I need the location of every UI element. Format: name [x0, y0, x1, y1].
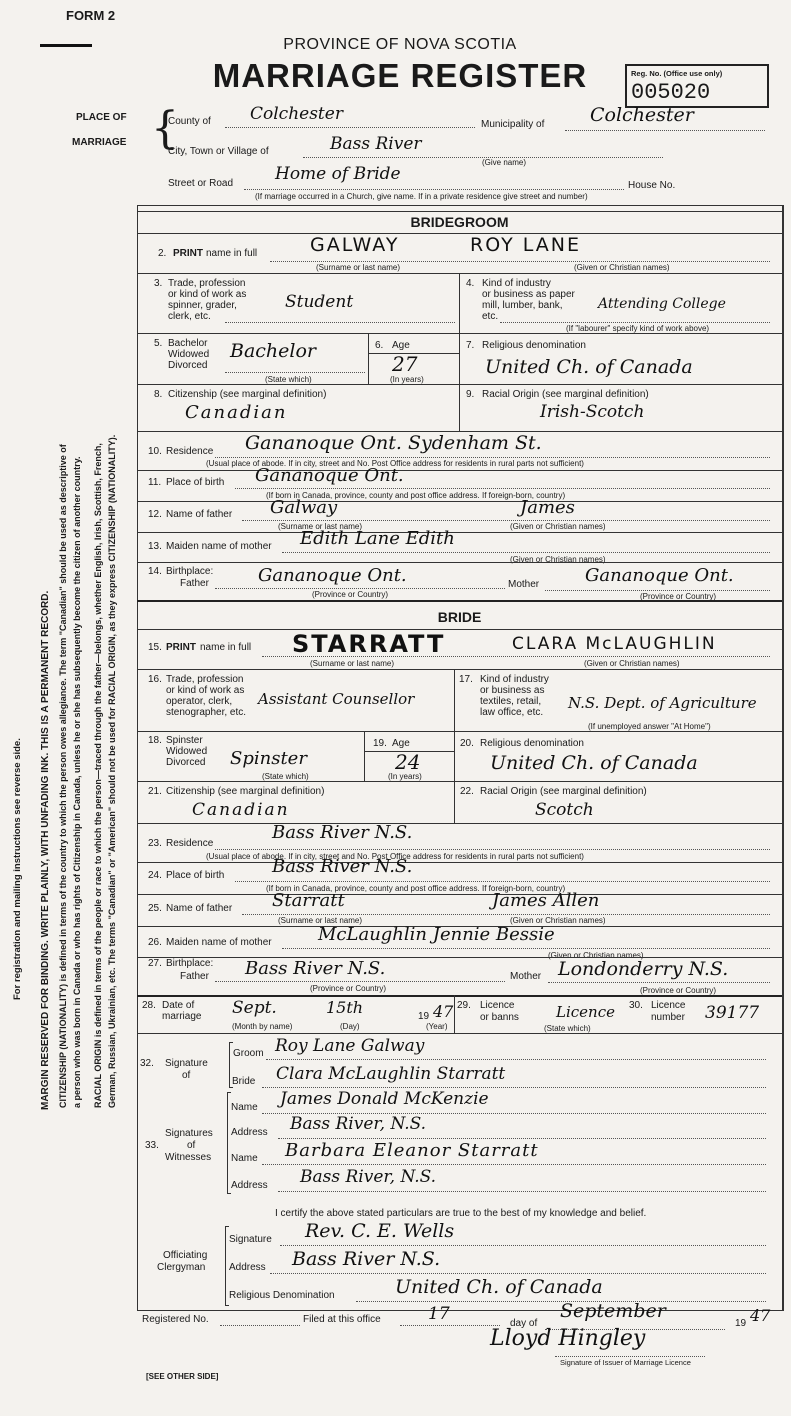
field-2-label: name in full	[206, 248, 258, 259]
line	[235, 488, 770, 489]
field-2-num: 2.	[158, 248, 167, 259]
field-33-label-3: Witnesses	[165, 1152, 212, 1163]
place-brace: {	[151, 103, 179, 154]
bridegroom-heading: BRIDEGROOM	[410, 214, 509, 230]
line	[270, 261, 770, 262]
issuer-signature: Lloyd Hingley	[490, 1326, 646, 1351]
margin-binding-note: MARGIN RESERVED FOR BINDING. WRITE PLAINLY, WITH UNFADING INK. THIS IS A PERMANENT RECORD.	[40, 590, 51, 1110]
field-23-num: 23.	[148, 838, 162, 849]
licence-number: 39177	[705, 1003, 760, 1023]
sub-given-bride: (Given or Christian names)	[584, 659, 680, 668]
field-4-label-2: or business as paper	[482, 289, 575, 300]
line	[278, 1191, 766, 1192]
margin-instructions: For registration and mailing instructions see reverse side.	[12, 738, 23, 1000]
bride-age: 24	[395, 750, 421, 774]
field-10-num: 10.	[148, 446, 162, 457]
margin-racial-def-1: RACIAL ORIGIN is defined in terms of the people or race to which the person—traced through the father—belongs, whether English, Irish, Scottish, French,	[93, 443, 103, 1108]
sub-year: (Year)	[426, 1022, 448, 1031]
field-21-label: Citizenship (see marginal definition)	[166, 786, 325, 797]
field-14-note2: (Province or Country)	[640, 592, 717, 601]
rule	[137, 669, 782, 670]
field-19-num: 19.	[373, 738, 387, 749]
margin-racial-def-2: German, Russian, Ukrainian, etc. The terms "Canadian" or "American" should not be used for RACIAL ORIGIN, as they express CITIZENSHIP (NATIONALITY).	[107, 434, 117, 1108]
marriage-month: Sept.	[232, 998, 277, 1018]
field-19-label: Age	[392, 738, 410, 749]
field-12-label: Name of father	[166, 509, 233, 520]
line	[225, 372, 365, 373]
field-16-label-3: operator, clerk,	[166, 696, 233, 707]
field-21-num: 21.	[148, 786, 162, 797]
bride-father-surname: Starratt	[272, 890, 345, 911]
see-other-side: [SEE OTHER SIDE]	[146, 1372, 219, 1381]
clergy-religion: United Ch. of Canada	[395, 1276, 603, 1298]
filed-day: 17	[428, 1304, 450, 1324]
field-27-label-1: Birthplace:	[166, 958, 214, 969]
field-14-label-1: Birthplace:	[166, 566, 214, 577]
line	[215, 457, 770, 458]
field-17-label-3: textiles, retail,	[480, 696, 542, 707]
line	[262, 1164, 766, 1165]
field-28-label-2: marriage	[162, 1011, 202, 1022]
field-13-num: 13.	[148, 541, 162, 552]
sub-surname-bride: (Surname or last name)	[310, 659, 395, 668]
county-value: Colchester	[250, 104, 343, 124]
bride-given: CLARA McLAUGHLIN	[512, 634, 717, 654]
line	[242, 520, 770, 521]
line	[278, 1138, 766, 1139]
city-value: Bass River	[330, 134, 422, 154]
bride-father-birthplace: Bass River N.S.	[245, 958, 386, 979]
bride-sig-label: Bride	[232, 1076, 256, 1087]
line	[215, 849, 770, 850]
rule	[137, 629, 782, 630]
line	[215, 981, 505, 982]
groom-father-surname: Galway	[270, 497, 338, 518]
field-25-label: Name of father	[166, 903, 233, 914]
field-15-label: name in full	[200, 642, 252, 653]
witness-2-name: Barbara Eleanor Starratt	[285, 1140, 539, 1161]
field-25-num: 25.	[148, 903, 162, 914]
marriage-year: 47	[433, 1002, 454, 1021]
field-16-num: 16.	[148, 674, 162, 685]
field-8-num: 8.	[154, 389, 163, 400]
groom-residence: Gananoque Ont. Sydenham St.	[245, 432, 542, 454]
field-6-num: 6.	[375, 340, 384, 351]
field-15-label-bold: PRINT	[166, 642, 196, 653]
clergy-label-2: Clergyman	[157, 1262, 206, 1273]
line	[548, 982, 770, 983]
line	[545, 590, 770, 591]
field-17-label-1: Kind of industry	[480, 674, 549, 685]
field-24-note: (If born in Canada, province, county and post office address. If foreign-born, country)	[266, 884, 566, 893]
groom-religion: United Ch. of Canada	[485, 356, 693, 378]
field-5-num: 5.	[154, 338, 163, 349]
sub-day: (Day)	[340, 1022, 360, 1031]
reg-no-label: Reg. No. (Office use only)	[631, 69, 723, 78]
groom-mother-maiden: Edith Lane Edith	[300, 528, 455, 549]
marriage-year-prefix: 19	[418, 1011, 430, 1022]
field-9-num: 9.	[466, 389, 475, 400]
place-label-1: PLACE OF	[76, 112, 127, 123]
field-3-label-2: or kind of work as	[168, 289, 247, 300]
rule	[137, 532, 782, 533]
field-5-note: (State which)	[265, 375, 312, 384]
reg-no-value: 005020	[631, 80, 711, 105]
field-33-label-2: of	[187, 1140, 196, 1151]
field-18-note: (State which)	[262, 772, 309, 781]
marriage-day: 15th	[326, 998, 364, 1017]
rule	[137, 501, 782, 502]
groom-signature: Roy Lane Galway	[275, 1036, 425, 1056]
field-24-num: 24.	[148, 870, 162, 881]
w2-address-label: Address	[231, 1180, 268, 1191]
groom-occupation: Student	[285, 292, 354, 312]
field-16-label-2: or kind of work as	[166, 685, 245, 696]
field-20-num: 20.	[460, 738, 474, 749]
margin-citizenship-def-2: a person who was born in Canada or who has rights of Citizenship in Canada, unless he or she has subsequently become the citizen of another country.	[72, 456, 82, 1108]
col-divider	[368, 333, 369, 384]
field-28-num: 28.	[142, 1000, 156, 1011]
rule	[137, 1033, 782, 1034]
municipality-line	[565, 130, 765, 131]
groom-mother-birthplace: Gananoque Ont.	[585, 565, 734, 586]
field-25-sub1: (Surname or last name)	[278, 916, 363, 925]
groom-racial-origin: Irish-Scotch	[540, 402, 645, 422]
bride-signature: Clara McLaughlin Starratt	[276, 1064, 506, 1084]
field-3-label-1: Trade, profession	[168, 278, 246, 289]
field-12-sub2: (Given or Christian names)	[510, 522, 606, 531]
field-18-num: 18.	[148, 735, 162, 746]
witness-2-address: Bass River, N.S.	[300, 1167, 437, 1187]
bride-surname: STARRATT	[292, 630, 446, 658]
groom-citizenship: Canadian	[185, 402, 288, 423]
groom-industry: Attending College	[598, 296, 726, 312]
field-4-note: (If "labourer" specify kind of work above)	[566, 324, 710, 333]
clergy-label-1: Officiating	[163, 1250, 208, 1261]
field-24-label: Place of birth	[166, 870, 225, 881]
bride-heading: BRIDE	[437, 609, 482, 625]
line	[266, 1059, 766, 1060]
field-17-label-2: or business as	[480, 685, 545, 696]
rule-top	[137, 211, 782, 212]
bride-religion: United Ch. of Canada	[490, 752, 698, 774]
field-14-mother-label: Mother	[508, 579, 540, 590]
col-divider	[454, 669, 455, 731]
street-value: Home of Bride	[275, 164, 401, 184]
street-line	[244, 189, 624, 190]
give-name-note: (Give name)	[482, 158, 527, 167]
bride-mother-birthplace: Londonderry N.S.	[558, 958, 729, 980]
field-8-label: Citizenship (see marginal definition)	[168, 389, 327, 400]
clergy-religion-label: Religious Denomination	[229, 1290, 335, 1301]
field-14-label-2: Father	[180, 578, 209, 589]
field-22-label: Racial Origin (see marginal definition)	[480, 786, 647, 797]
field-28-label-1: Date of	[162, 1000, 195, 1011]
field-4-label-4: etc.	[482, 311, 499, 322]
field-18-label-3: Divorced	[166, 757, 206, 768]
groom-sig-label: Groom	[233, 1048, 264, 1059]
line	[262, 1087, 766, 1088]
field-23-note: (Usual place of abode. If in city, street and No. Post Office address for residents in rural parts not sufficient)	[206, 852, 584, 861]
form-number: FORM 2	[66, 8, 116, 23]
field-7-num: 7.	[466, 340, 475, 351]
clergy-sig-label: Signature	[229, 1234, 272, 1245]
issuer-label: Signature of Issuer of Marriage Licence	[560, 1358, 691, 1367]
field-14-num: 14.	[148, 566, 162, 577]
rule	[137, 233, 782, 234]
rule	[137, 823, 782, 824]
field-20-label: Religious denomination	[480, 738, 584, 749]
municipality-label: Municipality of	[481, 119, 545, 130]
page-title: MARRIAGE REGISTER	[212, 57, 588, 94]
field-16-label-1: Trade, profession	[166, 674, 244, 685]
filed-year-prefix: 19	[735, 1318, 747, 1329]
field-17-label-4: law office, etc.	[480, 707, 544, 718]
filed-month: September	[560, 1300, 666, 1322]
field-10-label: Residence	[166, 446, 214, 457]
field-30-label-1: Licence	[651, 1000, 686, 1011]
line	[225, 322, 455, 323]
groom-birthplace: Gananoque Ont.	[255, 465, 404, 486]
field-23-label: Residence	[166, 838, 214, 849]
line	[242, 914, 770, 915]
field-30-label-2: number	[651, 1012, 685, 1023]
sub-given: (Given or Christian names)	[574, 263, 670, 272]
field-11-label: Place of birth	[166, 477, 225, 488]
clergy-address: Bass River N.S.	[292, 1248, 441, 1270]
bride-birthplace: Bass River N.S.	[272, 856, 413, 877]
field-3-num: 3.	[154, 278, 163, 289]
field-2-label-bold: PRINT	[173, 248, 203, 259]
rule	[137, 781, 782, 782]
field-12-num: 12.	[148, 509, 162, 520]
field-6-label: Age	[392, 340, 410, 351]
reg-no-box	[625, 64, 769, 108]
filed-year: 47	[750, 1306, 771, 1325]
field-27-num: 27.	[148, 958, 162, 969]
line	[220, 1325, 300, 1326]
groom-surname: GALWAY	[310, 234, 400, 256]
sub-surname: (Surname or last name)	[316, 263, 401, 272]
col-divider	[459, 384, 460, 431]
field-26-label: Maiden name of mother	[166, 937, 272, 948]
county-line	[225, 127, 475, 128]
field-6-note: (In years)	[390, 375, 424, 384]
rule	[137, 995, 782, 997]
line	[400, 1325, 500, 1326]
col-divider	[364, 731, 365, 781]
field-10-note: (Usual place of abode. If in city, street and No. Post Office address for residents in rural parts not sufficient)	[206, 459, 584, 468]
w2-name-label: Name	[231, 1153, 258, 1164]
field-33-num: 33.	[145, 1140, 159, 1151]
field-19-note: (In years)	[388, 772, 422, 781]
field-27-note1: (Province or Country)	[310, 984, 387, 993]
rule	[137, 731, 782, 732]
field-18-label-2: Widowed	[166, 746, 208, 757]
col-divider	[454, 781, 455, 823]
field-25-sub2: (Given or Christian names)	[510, 916, 606, 925]
bride-father-given: James Allen	[492, 890, 600, 911]
field-32-label-1: Signature	[165, 1058, 208, 1069]
field-29-num: 29.	[457, 1000, 471, 1011]
field-27-mother-label: Mother	[510, 971, 542, 982]
field-5-label-3: Divorced	[168, 360, 208, 371]
field-4-label-3: mill, lumber, bank,	[482, 300, 563, 311]
municipality-value: Colchester	[590, 104, 694, 126]
street-label: Street or Road	[168, 178, 234, 189]
rule	[137, 862, 782, 863]
city-label: City, Town or Village of	[168, 146, 269, 157]
field-9-label: Racial Origin (see marginal definition)	[482, 389, 649, 400]
field-13-label: Maiden name of mother	[166, 541, 272, 552]
field-18-label-1: Spinster	[166, 735, 203, 746]
field-22-num: 22.	[460, 786, 474, 797]
place-label-2: MARRIAGE	[72, 137, 127, 148]
field-33-label-1: Signatures	[165, 1128, 213, 1139]
field-14-note1: (Province or Country)	[312, 590, 389, 599]
house-label: House No.	[628, 180, 676, 191]
bride-industry: N.S. Dept. of Agriculture	[568, 694, 757, 712]
licence-or-banns: Licence	[556, 1003, 615, 1021]
sub-month: (Month by name)	[232, 1022, 293, 1031]
groom-father-given: James	[520, 497, 575, 518]
line	[270, 1273, 766, 1274]
line	[500, 322, 770, 323]
col-divider	[459, 273, 460, 333]
field-3-label-3: spinner, grader,	[168, 300, 237, 311]
province-heading: PROVINCE OF NOVA SCOTIA	[283, 36, 517, 53]
field-5-label-2: Widowed	[168, 349, 210, 360]
certify-text: I certify the above stated particulars are true to the best of my knowledge and belief.	[275, 1208, 647, 1219]
margin-citizenship-def-1: CITIZENSHIP (NATIONALITY) is defined in terms of the country to which the person owes allegiance. The term "Canadian" should be used as descriptive of	[58, 444, 68, 1108]
field-11-note: (If born in Canada, province, county and post office address. If foreign-born, country)	[266, 491, 566, 500]
place-note: (If marriage occurred in a Church, give name. If in a private residence give street and number)	[255, 192, 588, 201]
line	[280, 1245, 766, 1246]
groom-given: ROY LANE	[470, 234, 581, 256]
groom-marital: Bachelor	[230, 340, 317, 362]
field-15-num: 15.	[148, 642, 162, 653]
field-32-label-2: of	[182, 1070, 191, 1081]
field-4-num: 4.	[466, 278, 475, 289]
rule	[137, 562, 782, 563]
line	[235, 881, 770, 882]
clergy-signature: Rev. C. E. Wells	[305, 1220, 455, 1242]
line	[215, 588, 505, 589]
rule	[137, 600, 782, 602]
day-of-label: day of	[510, 1318, 538, 1329]
bride-citizenship: Canadian	[192, 800, 290, 820]
field-29-note: (State which)	[544, 1024, 591, 1033]
field-30-num: 30.	[629, 1000, 643, 1011]
field-4-label-1: Kind of industry	[482, 278, 551, 289]
rule	[137, 894, 782, 895]
col-divider	[454, 731, 455, 781]
witness-1-address: Bass River, N.S.	[290, 1114, 427, 1134]
filed-label: Filed at this office	[303, 1314, 381, 1325]
witness-1-name: James Donald McKenzie	[280, 1089, 489, 1109]
field-12-sub1: (Surname or last name)	[278, 522, 363, 531]
field-26-note: (Given or Christian names)	[548, 951, 644, 960]
field-29-label-2: or banns	[480, 1012, 519, 1023]
line	[282, 552, 770, 553]
bride-residence: Bass River N.S.	[272, 822, 413, 843]
field-11-num: 11.	[148, 477, 162, 488]
field-17-note: (If unemployed answer "At Home")	[588, 722, 711, 731]
line	[555, 1356, 705, 1357]
field-32-num: 32.	[140, 1058, 154, 1069]
registered-no-label: Registered No.	[142, 1314, 209, 1325]
field-29-label-1: Licence	[480, 1000, 515, 1011]
w1-name-label: Name	[231, 1102, 258, 1113]
groom-age: 27	[392, 352, 418, 376]
col-divider	[454, 995, 455, 1033]
field-27-note2: (Province or Country)	[640, 986, 717, 995]
field-17-num: 17.	[459, 674, 473, 685]
bride-marital: Spinster	[230, 748, 307, 769]
field-26-num: 26.	[148, 937, 162, 948]
groom-father-birthplace: Gananoque Ont.	[258, 565, 407, 586]
clergy-address-label: Address	[229, 1262, 266, 1273]
line	[282, 948, 770, 949]
field-13-note: (Given or Christian names)	[510, 555, 606, 564]
rule	[137, 470, 782, 471]
w1-address-label: Address	[231, 1127, 268, 1138]
county-label: County of	[168, 116, 211, 127]
bride-racial-origin: Scotch	[535, 800, 594, 820]
col-divider	[459, 333, 460, 384]
field-16-label-4: stenographer, etc.	[166, 707, 247, 718]
field-27-label-2: Father	[180, 971, 209, 982]
field-3-label-4: clerk, etc.	[168, 311, 211, 322]
field-5-label-1: Bachelor	[168, 338, 208, 349]
binding-mark	[40, 44, 92, 47]
bride-mother-maiden: McLaughlin Jennie Bessie	[318, 924, 555, 945]
field-7-label: Religious denomination	[482, 340, 586, 351]
bride-occupation: Assistant Counsellor	[258, 690, 415, 708]
